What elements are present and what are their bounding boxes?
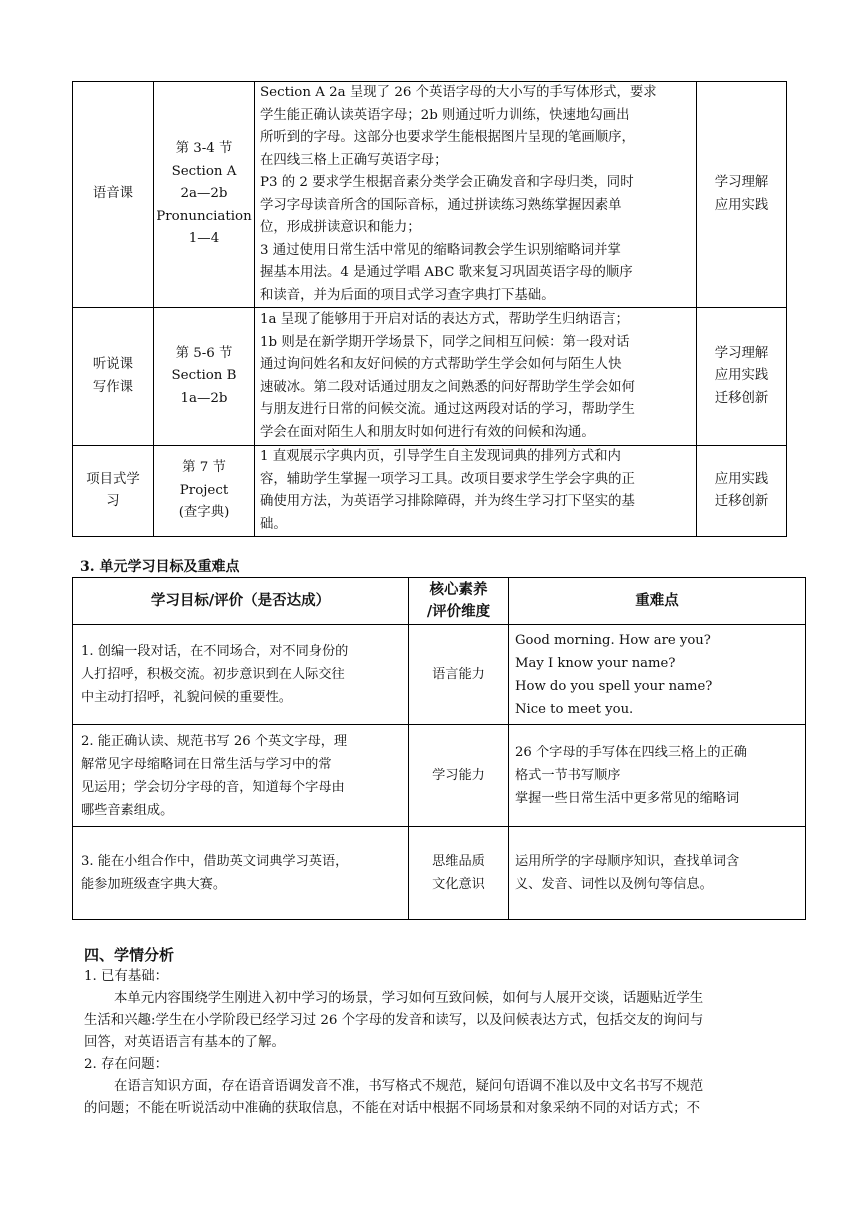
section-heading: 3. 单元学习目标及重难点 [80,559,240,575]
table-row [73,308,787,446]
table-header-row [73,578,806,625]
table-row [73,82,787,308]
literacy-cell: 学习理解 应用实践 [697,82,787,308]
paragraph-line: 回答，对英语语言有基本的了解。 [84,1035,285,1050]
key-difficulty-cell: Good morning. How are you? May I know your name? How do you spell your name? Nice to meet you. [509,625,806,725]
lesson-type-cell: 项目式学 习 [73,446,154,537]
paragraph-line: 的问题；不能在听说活动中准确的获取信息，不能在对话中根据不同场景和对象采纳不同的对话方式；不 [84,1101,700,1116]
paragraph-line: 生活和兴趣:学生在小学阶段已经学习过 26 个字母的发音和读写，以及问候表达方式，包括交友的询问与 [84,1013,704,1028]
lesson-plan-table [72,81,787,537]
core-literacy-cell: 语言能力 [409,625,509,725]
goal-cell: 1. 创编一段对话，在不同场合，对不同身份的 人打招呼，积极交流。初步意识到在人际交往 中主动打招呼，礼貌问候的重要性。 [73,625,409,725]
section-cell: 第 3-4 节 Section A 2a—2b Pronunciation 1—4 [154,82,255,308]
key-difficulty-header: 重难点 [509,578,806,625]
paragraph-line: 本单元内容围绕学生刚进入初中学习的场景，学习如何互致问候，如何与人展开交谈，话题贴近学生 [114,991,704,1006]
description-cell: 1a 呈现了能够用于开启对话的表达方式，帮助学生归纳语言； 1b 则是在新学期开学场景下，同学之间相互问候：第一段对话 通过询问姓名和友好问候的方式帮助学生学会如何与陌生人快 速破冰。第二段对话通过朋友之间熟悉的问好帮助学生学会如何 与朋友进行日常的问候交流。通过这两段对话的学习，帮助学生 学会在面对陌生人和朋友时如何进行有效的问候和沟通。 [255,308,697,446]
literacy-cell: 学习理解 应用实践 迁移创新 [697,308,787,446]
key-difficulty-cell: 26 个字母的手写体在四线三格上的正确 格式一节书写顺序 掌握一些日常生活中更多常见的缩略词 [509,725,806,827]
core-literacy-cell: 思维品质 文化意识 [409,827,509,920]
section-heading: 四、学情分析 [84,946,175,964]
core-literacy-cell: 学习能力 [409,725,509,827]
learning-goals-table [72,577,806,920]
lesson-type-cell: 语音课 [73,82,154,308]
description-cell: Section A 2a 呈现了 26 个英语字母的大小写的手写体形式，要求 学生能正确认读英语字母；2b 则通过听力训练，快速地勾画出 所听到的字母。这部分也要求学生能根据图片呈现的笔画顺序， 在四线三格上正确写英语字母； P3 的 2 要求学生根据音素分类学会正确发音和字母归类，同时 学习字母读音所含的国际音标，通过拼读练习熟练掌握因素单 位，形成拼读意识和能力； 3 通过使用日常生活中常见的缩略词教会学生识别缩略词并掌 握基本用法。4 是通过学唱 ABC 歌来复习巩固英语字母的顺序 和读音，并为后面的项目式学习查字典打下基础。 [255,82,697,308]
subheading: 1. 已有基础： [84,969,168,984]
goal-cell: 2. 能正确认读、规范书写 26 个英文字母，理 解常见字母缩略词在日常生活与学习中的常 见运用；学会切分字母的音，知道每个字母由 哪些音素组成。 [73,725,409,827]
table-row [73,827,806,920]
table-row [73,446,787,537]
key-difficulty-cell: 运用所学的字母顺序知识，查找单词含 义、发音、词性以及例句等信息。 [509,827,806,920]
subheading: 2. 存在问题： [84,1057,168,1072]
section-cell: 第 7 节 Project (查字典) [154,446,255,537]
lesson-type-cell: 听说课 写作课 [73,308,154,446]
section-cell: 第 5-6 节 Section B 1a—2b [154,308,255,446]
goal-cell: 3. 能在小组合作中，借助英文词典学习英语， 能参加班级查字典大赛。 [73,827,409,920]
goal-header: 学习目标/评价（是否达成） [73,578,409,625]
description-cell: 1 直观展示字典内页，引导学生自主发现词典的排列方式和内 容，辅助学生掌握一项学习工具。改项目要求学生学会字典的正 确使用方法，为英语学习排除障碍，并为终生学习打下坚实的基 础。 [255,446,697,537]
paragraph-line: 在语言知识方面，存在语音语调发音不准，书写格式不规范，疑问句语调不准以及中文名书写不规范 [114,1079,704,1094]
table-row [73,625,806,725]
table-row [73,725,806,827]
literacy-cell: 应用实践 迁移创新 [697,446,787,537]
core-literacy-header: 核心素养 /评价维度 [409,578,509,625]
